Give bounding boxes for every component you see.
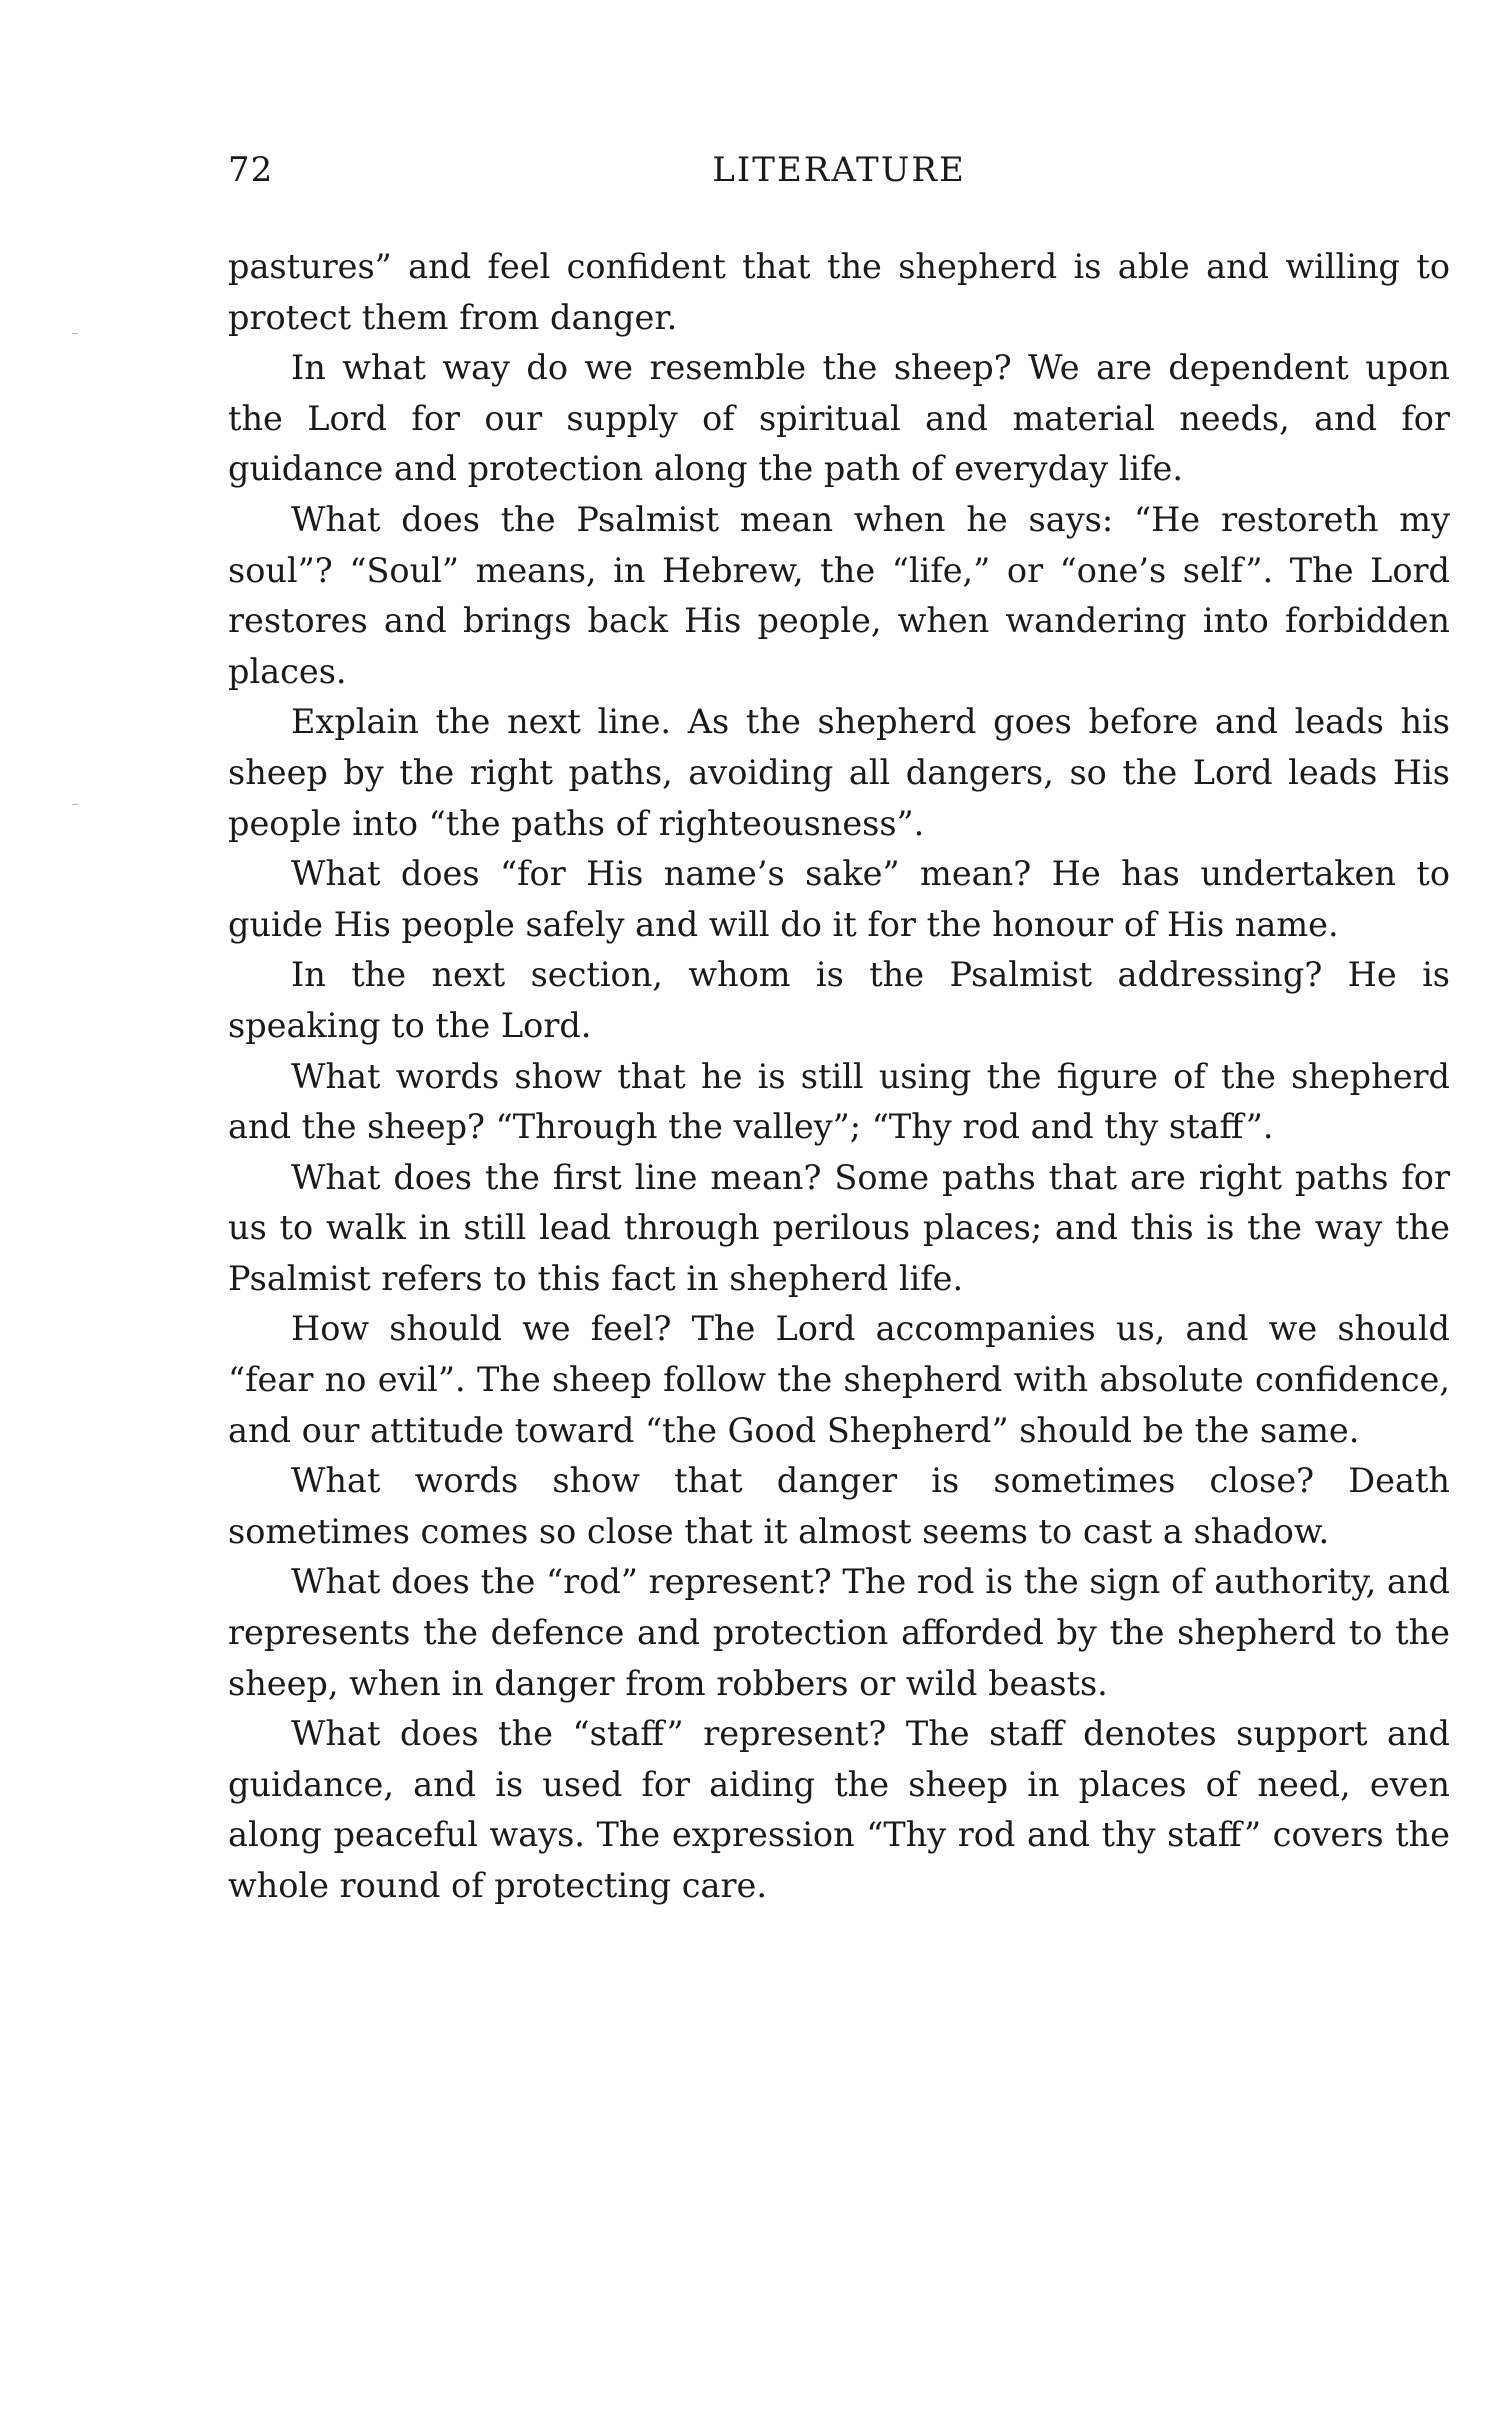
paragraph: What does “for His name’s sake” mean? He has undertaken to guide His people safely and will do it for the honour of His name. xyxy=(228,854,1450,944)
page-header xyxy=(228,150,1450,200)
paragraph: What does the “rod” represent? The rod is the sign of authority, and represents the defence and protection afforded by the shepherd to the sheep, when in danger from robbers or wild beasts. xyxy=(228,1562,1450,1703)
paragraph: How should we feel? The Lord accompanies us, and we should “fear no evil”. The sheep follow the shepherd with absolute confidence, and our attitude toward “the Good Shepherd” should be the same. xyxy=(228,1309,1450,1450)
paragraph: In what way do we resemble the sheep? We are dependent upon the Lord for our supply of spiritual and material needs, and for guidance and protection along the path of everyday life. xyxy=(228,348,1450,489)
margin-mark xyxy=(72,804,78,805)
paragraph: Explain the next line. As the shepherd goes before and leads his sheep by the right paths, avoiding all dangers, so the Lord leads His people into “the paths of righteousness”. xyxy=(228,702,1450,843)
paragraph: What words show that danger is sometimes close? Death sometimes comes so close that it almost seems to cast a shadow. xyxy=(228,1461,1450,1551)
paragraph: What words show that he is still using the figure of the shepherd and the sheep? “Through the valley”; “Thy rod and thy staff”. xyxy=(228,1056,1450,1147)
paragraph: What does the “staff” represent? The staff denotes support and guidance, and is used for aiding the sheep in places of need, even along peaceful ways. The expression “Thy rod and thy staff” covers the whole round of protecting care. xyxy=(228,1714,1450,1905)
running-title: LITERATURE xyxy=(712,150,966,190)
paragraph: What does the Psalmist mean when he says: “He restoreth my soul”? “Soul” means, in Hebrew, the “life,” or “one’s self”. The Lord restores and brings back His people, when wandering into forbidden places. xyxy=(228,499,1450,691)
paragraph: In the next section, whom is the Psalmist addressing? He is speaking to the Lord. xyxy=(228,955,1450,1045)
page-number: 72 xyxy=(228,150,274,190)
book-page xyxy=(228,150,1450,1912)
body-text xyxy=(228,242,1450,1912)
margin-mark xyxy=(72,333,78,334)
paragraph: What does the first line mean? Some paths that are right paths for us to walk in still lead through perilous places; and this is the way the Psalmist refers to this fact in shepherd life. xyxy=(228,1157,1450,1298)
paragraph: pastures” and feel confident that the shepherd is able and willing to protect them from danger. xyxy=(228,247,1450,337)
